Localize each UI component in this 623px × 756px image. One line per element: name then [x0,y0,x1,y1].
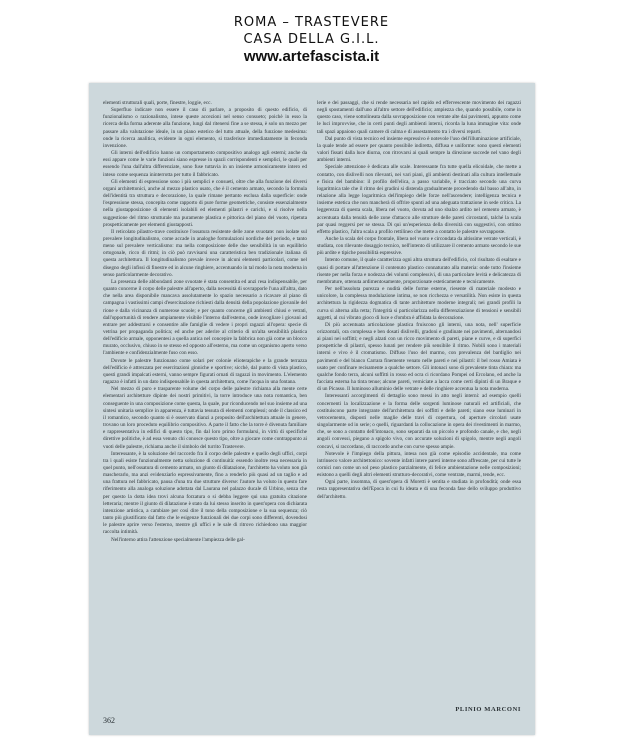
paragraph: Di più accentuata articolazione plastica fruiscono gli interni, una nota, nell' superficie orizzontali, ora complessa e ben dosati dislivelli, gradoni e gradinate nei pavimenti, alternandosi ai piani nei soffitti; e negli alzati con un ricco movimento di pareti, piane e curve, e di superfici prospettiche di pilastri, spesso lunati per rendere più sensibile il ritmo. Nobili sono i materiali interni e vivo è il cromatismo. Diffuso l'uso del marmo, con prevalenza del bardiglio nei pavimenti e del bianco Carrara finemente venato nelle pareti e nei pilastri: il bel rosso Amiata è usato per confinare recisamente a qualche settore. Gli intonaci sono di prevalente tinta chiara: ma qualche fondo terra, alcuni soffitti in rosso ed ocra ci ricordano Pompei od Ercolano, ed anche la facciata esterna ha tinta tenue; alcune pareti, verniciate a lacca come certi dipinti di un Braque e di un Picasso. Il luminoso alluminio delle vetrate e delle ringhiere accentua la nota moderna. [317,321,521,393]
paragraph: Interessante, è la soluzione del raccordo fra il corpo delle palestre e quello degli uffici, corpi tra i quali esiste funzionalmente netta soluzione di continuità: essendo inoltre resa necessaria in quel punto, nell'ossatura di cemento armato, un giunto di dilatazione, l'architetto ha voluto non già mascherarlo, ma anzi evidenziarlo espressivamente, fino a renderlo più quasi ad un taglio e ad una frattura nel fabbricato, pausa d'una tra due strutture diverse: l'autore ha voluto in questo fare riferimento alla analoga soluzione adottata dal Laurana nel palazzo ducale di Urbino, senza che per questo la dotta idea trovi alcuna forzatura o si debba leggere qui una gratuita citazione letteraria; mentre il giunto di dilatazione è stato da lui stesso inserito in quest'opera con dichiarata intenzione artistica, a cambiare per così dire il tono della composizione e la sua sequenza; ciò tanto più giustificato dal fatto che le esigenze funzionali dei due corpi sono differenti, dovendosi le palestre aprire verso l'esterno, mentre gli uffici e le sale di ritrovo richiedono una maggior raccolta intimità. [103,450,307,536]
paragraph: Gli elementi di espressione sono i più semplici e consueti, oltre che alla funzione dei diversi organi architettonici, anche al mezzo plastico usato, che è il cemento armato, secondo la formula dell'identità tra struttura e decorazione, la quale rimane pertanto esclusa dalla superficie: onde l'espressione stessa, concepita come rapporto di pure forme geometriche, consiste essenzialmente nella giustapposizione di elementi isolabili ed elementi pilastri e carichi, e si risolve nella suggestione del ritmo strutturale ma puramente plastica e pittorica del piano del vuoto, ripetuta prospetticamente per elementi giustapposti. [103,178,307,228]
paragraph: Anche la scala del corpo frontale, libera nel vuoto e circondata da altissime vetrate verticali, è studiata, con rilevante dosaggio tecnico, nell'intento di utilizzare il cemento armato secondo le sue più ardite e tipiche possibilità espressive. [317,235,521,257]
paragraph: Il reticolato pilastro-trave costituisce l'ossatura resistente delle zone svuotate: non isolate sul prevalere longitudinalismo, come accade in analoghe formulazioni nordiche del periodo, e tanto meno sul prevalere verticalismo: ma nella composizione delle due sensibilità in un equilibrio ortogonale, ricco di ritmi; in ciò può ravvisarsi una caratteristica ben tradizionale italiana di questa architettura. Il longitudinalismo prevale invece in alcuni elementi particolari, come nel disegno degli infissi di finestre ed in alcune ringhiere, accentuando in tal modo la nota moderna in senso particolarmente decorativo. [103,228,307,278]
paragraph: Dal punto di vista tecnico ed insieme espressivo è notevole l'uso dell'illuminazione artificiale, la quale tende ad essere per quanto possibile indiretta, diffusa e uniforme: sono questi elementi valori fissati dalla luce diurna, con ritrovarsi ai quali sempre la direzione succede nel vano degli ambienti interni. [317,135,521,164]
paragraph: Speciale attenzione è dedicata alle scale. Interessante fra tutte quella elicoidale, che mette a contatto, con dislivelli non rilevanti, nei vari piani, gli ambienti destinati alla cultura intellettuale e fisica del bambino: il profilo dell'elica, a passo variabile, è tracciato secondo una curva logaritmica tale che il ritmo dei gradini si distenda gradualmente procedendo dal basso all'alto, in relazione alla legge logaritmica dell'impiego delle forze nell'ascendere; intelligenza tecnica e insieme estetica che non mancherà di offrire spunti ad una adeguata trattazione in sede critica. La leggerezza di questa scala, libera nel vuoto, dovuta ad uno sbalzo ardito nel cemento armato, è accentuata dalla tenuità delle zone d'attacco alle strutture delle pareti circostanti, talché la scala par quasi reggersi per se stessa. Di qui un'esperienza della diversità con suggestivi, con ottimo effetto plastico, l'altra scala a profilo rettilineo che mette a contatto le palestre sovrapposte. [317,164,521,235]
caption-website: www.artefascista.it [243,48,380,65]
paragraph: Superfluo indicare non essere il caso di parlare, a proposito di questo edificio, di funzionalismo o razionalismo, intese queste accezioni nel senso consueto; poichè in esso la ricerca della forma aderente alla funzione, lungi dal ritenersi fine a se stessa, è solo un mezzo per passare alla valutazione ideale, in un piano estetico del tutto attuale, della funzione medesima: onde la ricerca analitica, evidente in ogni elemento, si trasferisce immediatamente in feconda invenzione. [103,107,307,149]
author-signature: PLINIO MARCONI [455,706,521,713]
caption [0,14,623,66]
paragraph: Intento comune, il quale caratterizza ogni altra struttura dell'edificio, col risultato di esaltare e quasi di portare all'attenzione il contenuto plastico connaturato alla materia: onde tutto l'insieme risente per nella forza e nodezza dei volumi complessivi, di una particolare levità e delicatezza di membrature, ottenuta ardimentosamente, proporzionate esteticamente e tecnicamente. [317,257,521,285]
paragraph: Interessanti accorgimenti di dettaglio sono messi in atto negli interni: ad esempio quelli concernenti la localizzazione e la forma delle sorgenti luminose naturali ed artificiali, che costituiscono parte integrante dell'architettura dei soffitti e delle pareti; siano esse luminari in vetrocemento, disposti nelle maglie delle travi di copertura, od aperture circolari usate singolarmente od in serie; o quelli, riguardanti la collocazione in opera dei rivestimenti in marmo, che, se sono a contatto dell'intonaco, sono separati da un piccolo e profondo canale, e che, negli angoli convessi, piegano a spigolo vivo, con accurate soluzioni di spigolo, mentre negli angoli concavi, si raccordano, di raccordo anche con curve spesso ampie. [317,393,521,450]
magazine-page [89,83,535,735]
paragraph: Per nell'assoluta purezza e nudità delle forme esterne, riesente di materiale modesto e unicolore, la complessa modulazione intima, se non ricchezza e versatilità. Non esiste in questa architettura la rigidezza dogmatica di tante architetture moderne integrali; nei grandi profili la curva si alterna alla retta; l'integrità si particolarizza nella differenziazione di tensioni e sensibili aggetti, al cui vibrato gioco di luce e d'ombra è affidata la decorazione. [317,286,521,321]
paragraph: Ogni parte, insomma, di quest'opera di Moretti è sentita e studiata in profondità; onde essa resta rappresentativa dell'Epoca in cui fu ideata e di una feconda fase dello sviluppo produttivo dell'architetto. [317,479,521,500]
caption-location: ROMA – TRASTEVERE [233,15,390,30]
paragraph: elementi strutturali quali, porte, finestre, loggie, ecc. [103,100,212,106]
caption-building: CASA DELLA G.I.L. [243,32,380,47]
page-number: 362 [103,716,115,725]
text-column-left [103,100,307,700]
paragraph: Nel mezzo di puro e trasparente volume del corpo delle palestre richiama alla mente certe elementari architetture dipinte dei nostri primitivi, la torre introduce una nota romantica, ben conseguente in una composizione come questa, la quale, pur riconducendo nel suo insieme ad una sintesi unitaria semplice in apparenza, è tuttavia tessuta di elementi complessi; onde il classico ed il romantico, secondo quanto si è osservato dianzi a proposito dell'architettura attuale in genere, trovano un loro proceduto equilibrio compositivo. A parte il fatto che la torre è divenuta familiare e rappresentativa in edifici di questo tipo, fin dal loro primo formularsi, in virtù di specifiche direttive politiche, è ad essa venuto chi conosce questo tipo, oltre a giocare come contrappunto ai vuoti delle palestre, richiama anche il simbolo del turrito Trastevere. [103,386,307,450]
paragraph: Dovute le palestre funzionano come solari per colonie elioterapiche e la grande terrazza dell'edificio è attrezzata per esercitazioni ginniche e sportive; sicchè, dal punto di vista plastico, questi grandi impalcati esterni, vanno sempre figurati ornati di ragazzi in movimento. L'elemento ragazzo è infatti in un dato indispensabile in questa architettura, come l'acqua in una fontana. [103,357,307,386]
paragraph: Notevole è l'impiego della pittura, intesa non già come episodio accidentale, ma come intrinseco valore architettonico: sovente infatti intere pareti interne sono affrescate, per cui tutte le cornici non come un sol peso plastico parzialmente, di felice ambientazione nelle composizioni; esistono a quelli degli altri elementi strutturo-decorativi, come ventrate, marmi, tende, ecc. [317,450,521,479]
paragraph: lerie e dei passaggi, che si rende necessaria nel rapido ed effervescente movimento dei ragazzi negli spostamenti dall'uno all'altro settore dell'edificio; ampiezza che, quando possibile, come in questo caso, viene sottolineata dalla sovrapposizione con vetrate alte dai pavimenti, appunto come le luci improvvise, che in certi punti degli ambienti interni, ricorda la luna immagine vita: onde tali spazi appaiono quali camere di calma e di assestamento tra i diversi reparti. [317,100,521,135]
text-column-right [317,100,521,700]
paragraph: Nell'interno attira l'attenzione specialmente l'ampiezza delle gal- [111,536,245,543]
paragraph: Gli interni dell'edificio hanno un comportamento compositivo analogo agli esterni; anche da essi appare come le varie funzioni siano espresse in spazii corrispondenti e semplici, le quali per essendo l'una dall'altra differenziate, sono fuse tuttavia in un insieme armonicamente intero ed inteso come sequenza ininterrotta per tutto il fabbricato. [103,150,307,178]
paragraph: La presenza delle abbondanti zone svuotate è stata consentita ed anzi resa indispensabile, per quanto concerne il corpo delle palestre all'aperto, dalla necessità di sovrapporle l'una all'altra, dato che nella area disponibile mancava assolutamente lo spazio necessario a ricavare al piano di campagna i vastissimi campi d'esercitazione richiesti dalla densità della popolazione giovanile del rione e dalla vicinanza di numerose scuole; e per quanto concerne gli ambienti chiusi e vetrati, dall'opportunità di rendere ampiamente visibile l'interno dall'esterno, onde invogliare i giovani ad entrare per addestrarsi e consentire alle famiglie di vedere i propri ragazzi all'opera: specie di vetrina per propaganda politica; ed anche per aderire al criterio di un'alta sensibilità plastica dell'edificio armale, opponentesi a quella antica nel concepire la fabbrica non già come un blocco murato, occlusivo, chiuso in se stesso ed opposto all'esterno, ma come un organismo aperto verso l'ambiente e confidenzialmente fuso con esso. [103,278,307,357]
